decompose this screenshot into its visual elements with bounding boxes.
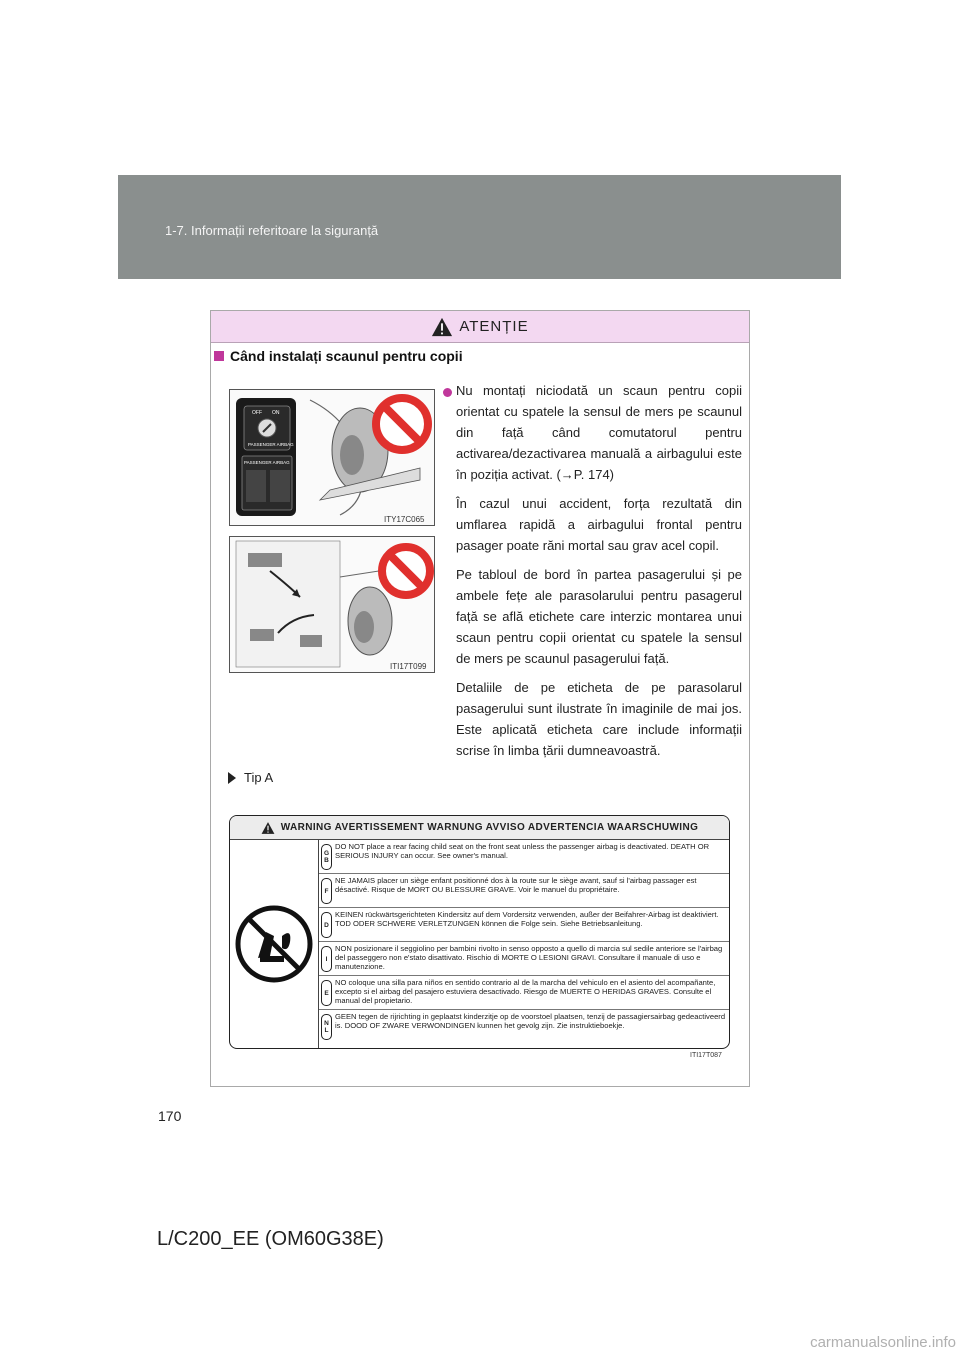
page-number: 170 xyxy=(158,1108,182,1124)
off-label: OFF xyxy=(252,410,262,416)
warning-title: ATENȚIE xyxy=(459,318,529,335)
passenger-airbag-label-2: PASSENGER AIRBAG xyxy=(244,460,290,465)
figure-sunvisor-labels xyxy=(229,536,435,673)
lang-badge: D xyxy=(321,912,332,938)
square-bullet-icon xyxy=(214,351,224,361)
warning-triangle-icon xyxy=(431,316,453,338)
figure1-code: ITY17C065 xyxy=(384,515,425,524)
arrow-right-icon xyxy=(228,772,236,784)
lang-badge: GB xyxy=(321,844,332,870)
label-row-text: NO coloque una silla para niños en sentido contrario al de la marcha del vehiculo en el asiento del acompañante, excepto si el airbag del pasajero estuviera desactivado. Riesgo de MUERTE O HERIDAS GRAVES. Consulte el manual del propietario. xyxy=(335,978,716,1005)
sunvisor-illustration xyxy=(230,537,434,672)
label-figure-code: ITI17T087 xyxy=(690,1052,722,1059)
lang-badge: NL xyxy=(321,1014,332,1040)
label-rows xyxy=(319,840,729,1044)
label-row-f xyxy=(319,874,729,908)
tip-a xyxy=(228,770,273,785)
lang-badge: I xyxy=(321,946,332,972)
label-header xyxy=(230,816,729,840)
label-pictogram xyxy=(230,840,319,1049)
label-row-nl xyxy=(319,1010,729,1044)
warning-header xyxy=(211,311,749,343)
paragraph-2: În cazul unui accident, forța rezultată din umflarea rapidă a airbagului frontal pentru pasager poate răni mortal sau grav acel copil. xyxy=(456,496,742,553)
label-row-e xyxy=(319,976,729,1010)
no-rear-facing-seat-icon xyxy=(230,840,318,1049)
lang-badge: F xyxy=(321,878,332,904)
paragraph-3: Pe tabloul de bord în partea pasagerului și pe ambele fețe ale parasolarului pentru pasagerul față se află etichete care interzic montarea unui scaun pentru copii orientat cu spatele la sensul de mers pe scaunul pasagerului față. xyxy=(456,567,742,666)
label-row-text: NON posizionare il seggiolino per bambini rivolto in senso opposto a quello di marcia sul sedile anteriore se l'airbag del passeggero non e'stato disattivato. Rischio di MORTE O LESIONI GRAVI. Consultare il manuale di uso e manutenzione. xyxy=(335,944,723,971)
label-warning-triangle-icon xyxy=(261,821,275,835)
label-row-d xyxy=(319,908,729,942)
paragraph-1: Nu montați niciodată un scaun pentru copii orientat cu spatele la sensul de mers pe scaunul din față când comutatorul pentru activarea/dezactivarea manuală a airbagului este în poziția activat. (→P. 174) xyxy=(456,383,742,482)
label-row-gb xyxy=(319,840,729,874)
label-row-text: GEEN tegen de rijrichting in geplaatst kinderzitje op de voorstoel plaatsen, tenzij de passagiersairbag gedeactiveerd is. DOOD OF ZWARE VERWONDINGEN kunnen het gevolg zijn. Zie instruktieboekje. xyxy=(335,1012,726,1030)
tip-label: Tip A xyxy=(244,770,274,785)
on-label: ON xyxy=(272,410,280,416)
warning-text xyxy=(456,380,742,769)
footer-code: L/C200_EE (OM60G38E) xyxy=(157,1228,384,1250)
subtitle-text: Când instalați scaunul pentru copii xyxy=(230,348,463,364)
label-row-text: NE JAMAIS placer un siège enfant positionné dos à la route sur le siège avant, sauf si l'airbag passager est désactivé. Risque de MORT OU BLESSURE GRAVE. Voir le manuel du propriétaire. xyxy=(335,876,697,894)
label-row-text: KEINEN rückwärtsgerichteten Kindersitz auf dem Vordersitz verwenden, außer der Beifahrer-Airbag ist deaktiviert. TOD ODER SCHWERE VERLETZUNGEN können die Folge sein. Siehe Betriebsanleitung. xyxy=(335,910,719,928)
label-header-text: WARNING AVERTISSEMENT WARNUNG AVVISO ADVERTENCIA WAARSCHUWING xyxy=(280,822,699,833)
label-row-i xyxy=(319,942,729,976)
round-bullet-icon xyxy=(443,388,452,397)
sunvisor-label xyxy=(229,815,730,1049)
figure2-code: ITI17T099 xyxy=(390,662,427,671)
passenger-airbag-label: PASSENGER AIRBAG xyxy=(248,442,294,447)
lang-badge: E xyxy=(321,980,332,1006)
section-header: 1-7. Informații referitoare la siguranță xyxy=(165,223,379,238)
label-row-text: DO NOT place a rear facing child seat on the front seat unless the passenger airbag is deactivated. DEATH OR SERIOUS INJURY can occur. See owner's manual. xyxy=(335,842,710,860)
airbag-switch-illustration xyxy=(230,390,434,525)
watermark: carmanualsonline.info xyxy=(810,1334,956,1351)
paragraph-4: Detaliile de pe eticheta de pe parasolarul pasagerului sunt ilustrate în imaginile de mai jos. Este aplicată eticheta care include informații scrise în limba țării dumneavoastră. xyxy=(456,680,742,758)
figure-airbag-switch xyxy=(229,389,435,526)
section-subtitle xyxy=(214,348,463,364)
